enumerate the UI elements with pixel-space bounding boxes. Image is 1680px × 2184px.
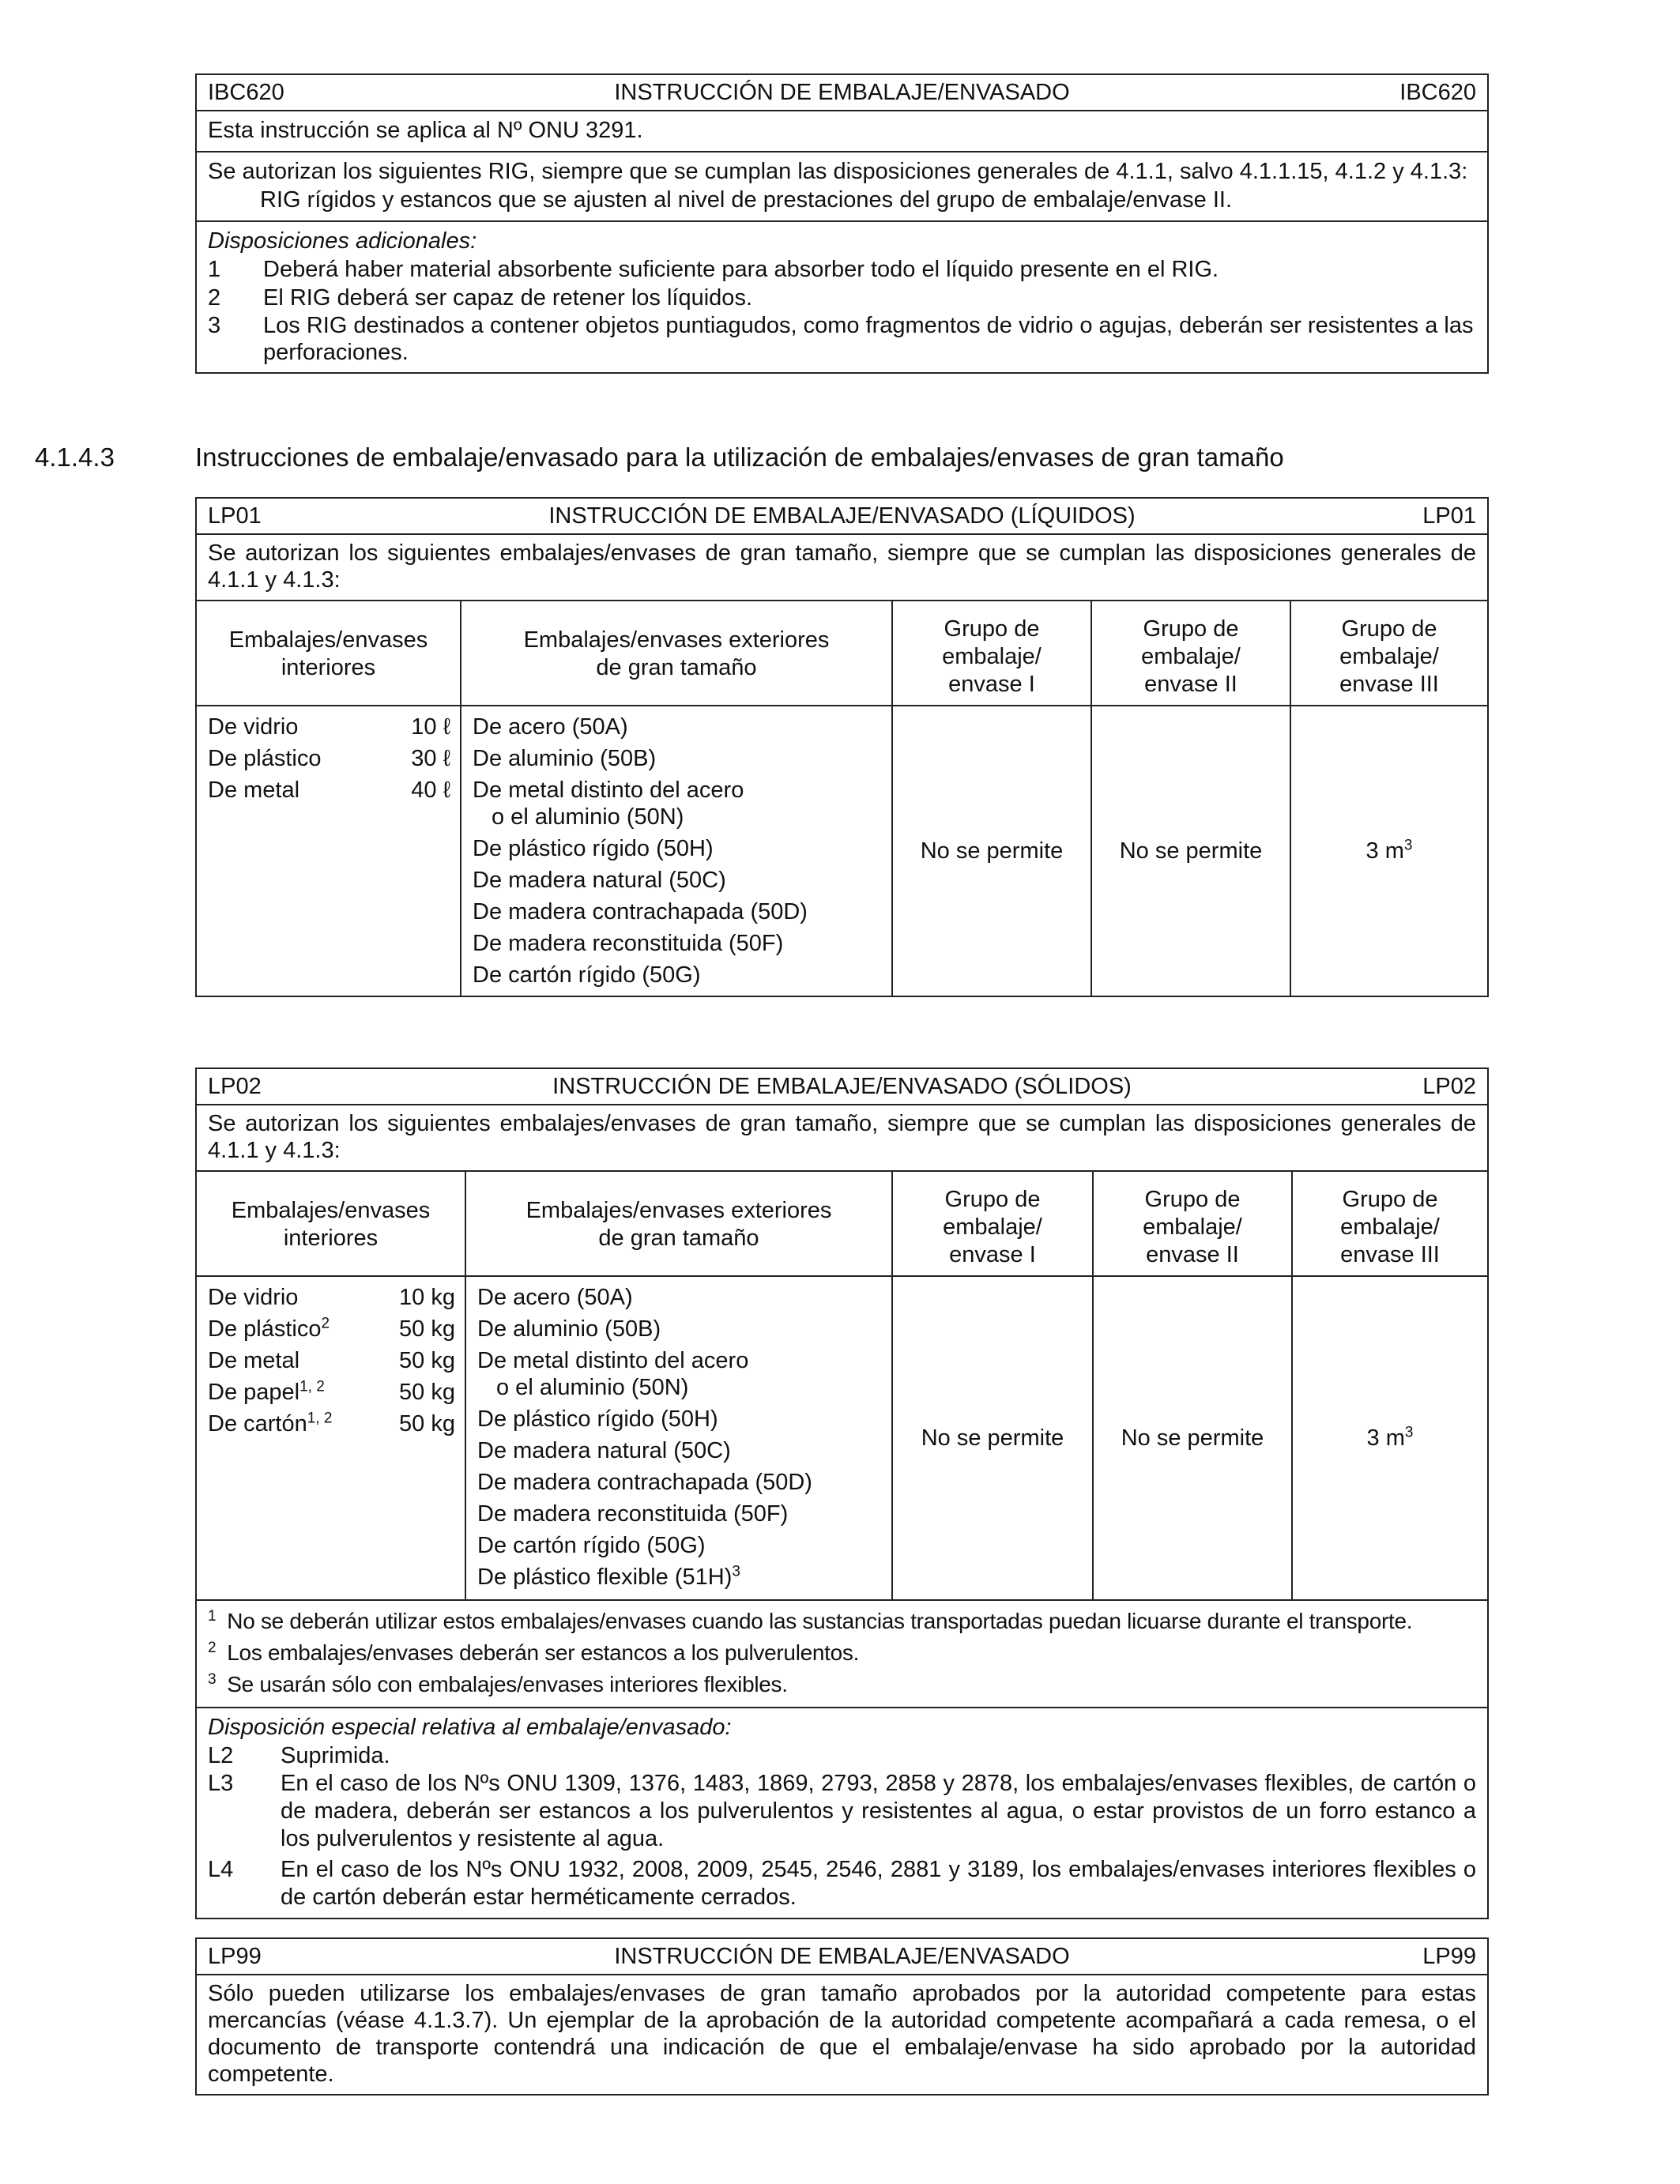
lp01-header: [197, 499, 1487, 533]
provision-code: L2: [208, 1743, 234, 1768]
superscript: 3: [732, 1563, 740, 1580]
item-name-text: De metal: [208, 1348, 300, 1373]
table-header-row: [197, 601, 1487, 706]
footnote: [208, 1669, 1476, 1700]
group-3-value: [1292, 1276, 1487, 1599]
provision-text: En el caso de los Nºs ONU 1309, 1376, 1483, 1869, 2793, 2858 y 2878, los embalajes/envases flexibles, de cartón o de madera, deberán ser estancos a los pulverulentos y resistentes al agua, o estar provistos de un forro estanco a los pulverulentos y resistente al agua.: [281, 1771, 1476, 1851]
header-line: embalaje/: [1339, 644, 1439, 669]
item-text: Los RIG destinados a contener objetos puntiagudos, como fragmentos de vidrio o agujas, deberán ser resistentes a las perforaciones.: [263, 313, 1474, 365]
item-text: De plástico flexible (51H): [477, 1565, 733, 1590]
item-number: 1: [208, 257, 221, 282]
lp01-code-left: LP01: [208, 503, 262, 529]
lp99-header: [197, 1939, 1487, 1974]
header-line: Embalajes/envases: [231, 1198, 431, 1223]
list-item: [208, 711, 450, 743]
lp01-table: [197, 600, 1487, 996]
footnote-text: No se deberán utilizar estos embalajes/envases cuando las sustancias transportadas puedan licuarse durante el transporte.: [227, 1609, 1413, 1633]
header-line: envase I: [948, 672, 1035, 697]
provision-text: Suprimida.: [281, 1743, 390, 1768]
header-group-2: [1091, 601, 1290, 706]
header-line: envase III: [1340, 1242, 1440, 1267]
footnote: [208, 1606, 1476, 1637]
header-line: Grupo de: [944, 616, 1040, 642]
ibc620-additional-title: Disposiciones adicionales:: [208, 228, 477, 254]
lp02-footnotes: [197, 1599, 1487, 1707]
ibc620-instruction-box: [195, 73, 1489, 374]
item-text: Deberá haber material absorbente suficiente para absorber todo el líquido presente en el RIG.: [263, 257, 1219, 282]
header-line: Grupo de: [1144, 1187, 1241, 1212]
item-qty: 30 ℓ: [411, 746, 450, 771]
list-item: De cartón rígido (50G): [477, 1533, 706, 1558]
ibc620-authorized: [197, 151, 1487, 220]
item-qty: 50 kg: [399, 1411, 455, 1437]
table-header-row: [197, 1171, 1487, 1276]
ibc620-authorized-line-2: RIG rígidos y estancos que se ajusten al nivel de prestaciones del grupo de embalaje/envase II.: [260, 187, 1233, 213]
list-item: [208, 743, 450, 774]
header-line: interiores: [281, 655, 376, 680]
item-name: [208, 1345, 299, 1376]
item-name: [208, 1313, 330, 1345]
volume-value: 3 m: [1365, 838, 1404, 864]
header-line: Grupo de: [1341, 616, 1437, 642]
list-item: De madera reconstituida (50F): [477, 1501, 789, 1527]
provision-text: En el caso de los Nºs ONU 1932, 2008, 2009, 2545, 2546, 2881 y 3189, los embalajes/envases interiores flexibles o de cartón deberán estar herméticamente cerrados.: [281, 1857, 1476, 1910]
provision-code: L4: [208, 1857, 234, 1882]
header-outer: [461, 601, 892, 706]
list-item: [208, 312, 1476, 366]
table-row: [197, 706, 1487, 996]
list-item: [208, 1313, 455, 1345]
lp01-intro: Se autorizan los siguientes embalajes/envases de gran tamaño, siempre que se cumplan las disposiciones generales de 4.1.1 y 4.1.3:: [197, 533, 1487, 600]
lp02-title: INSTRUCCIÓN DE EMBALAJE/ENVASADO (SÓLIDOS): [552, 1074, 1132, 1099]
lp02-header: [197, 1069, 1487, 1104]
group-2-value: No se permite: [1091, 706, 1290, 996]
item-qty: 10 ℓ: [411, 714, 450, 740]
superscript: 1, 2: [299, 1378, 325, 1395]
header-group-3: [1290, 601, 1487, 706]
header-line: embalaje/: [1340, 1214, 1440, 1240]
header-line: Grupo de: [1342, 1187, 1438, 1212]
footnote-text: Se usarán sólo con embalajes/envases interiores flexibles.: [227, 1672, 788, 1696]
header-line: Embalajes/envases exteriores: [523, 627, 830, 653]
lp99-text: Sólo pueden utilizarse los embalajes/envases de gran tamaño aprobados por la autoridad competente para estas mercancías (véase 4.1.3.7). Un ejemplar de la aprobación de la autoridad competente acompañará a cada remesa, o el documento de transporte contendrá una indicación de que el embalaje/envase ha sido aprobado por la autoridad competente.: [197, 1974, 1487, 2094]
ibc620-header: [197, 75, 1487, 110]
lp02-special-provisions: [197, 1707, 1487, 1918]
list-item: De cartón rígido (50G): [473, 962, 701, 988]
list-item: [208, 1856, 1476, 1911]
superscript: 2: [321, 1315, 330, 1332]
lp99-code-right: LP99: [1422, 1944, 1476, 1969]
header-inner: [197, 1171, 465, 1276]
item-name-text: De vidrio: [208, 1285, 299, 1310]
lp99-instruction-box: [195, 1937, 1489, 2096]
inner-packagings-cell: [197, 1276, 465, 1599]
header-line: envase II: [1146, 1242, 1239, 1267]
list-item: De acero (50A): [477, 1285, 633, 1310]
list-item: De plástico rígido (50H): [477, 1406, 718, 1432]
header-inner: [197, 601, 461, 706]
item-name-text: De papel: [208, 1380, 300, 1405]
ibc620-authorized-line-1: Se autorizan los siguientes RIG, siempre que se cumplan las disposiciones generales de 4.1.1, salvo 4.1.1.15, 4.1.2 y 4.1.3:: [208, 159, 1468, 184]
outer-packagings-cell: [461, 706, 892, 996]
ibc620-title: INSTRUCCIÓN DE EMBALAJE/ENVASADO: [614, 80, 1070, 105]
item-qty: 50 kg: [399, 1380, 455, 1405]
group-2-value: No se permite: [1093, 1276, 1292, 1599]
header-line: embalaje/: [1143, 1214, 1242, 1240]
item-name: [208, 1408, 332, 1440]
header-line: Grupo de: [944, 1187, 1041, 1212]
superscript: 3: [1404, 1423, 1414, 1440]
lp01-title: INSTRUCCIÓN DE EMBALAJE/ENVASADO (LÍQUIDOS): [548, 503, 1136, 529]
lp99-code-left: LP99: [208, 1944, 262, 1969]
item-qty: 50 kg: [399, 1348, 455, 1373]
list-item: De plástico rígido (50H): [473, 836, 714, 861]
list-item: o el aluminio (50N): [492, 804, 684, 830]
section-title: Instrucciones de embalaje/envasado para la utilización de embalajes/envases de gran tamaño: [195, 442, 1284, 472]
footnote-text: Los embalajes/envases deberán ser estancos a los pulverulentos.: [227, 1640, 860, 1665]
group-3-value: [1290, 706, 1487, 996]
superscript: 1, 2: [307, 1410, 333, 1427]
item-text: El RIG deberá ser capaz de retener los líquidos.: [263, 285, 752, 311]
list-item: [477, 1561, 882, 1593]
header-line: embalaje/: [942, 644, 1042, 669]
inner-packagings-cell: [197, 706, 461, 996]
volume-value: 3 m: [1366, 1425, 1405, 1451]
ibc620-code-right: IBC620: [1399, 80, 1476, 105]
list-item: De madera contrachapada (50D): [477, 1470, 812, 1495]
lp02-code-left: LP02: [208, 1074, 262, 1099]
item-number: 2: [208, 285, 221, 311]
list-item: De madera natural (50C): [473, 868, 726, 893]
header-line: envase III: [1339, 672, 1439, 697]
header-line: interiores: [283, 1226, 379, 1251]
header-line: envase II: [1144, 672, 1237, 697]
item-name: De metal: [208, 778, 300, 803]
header-outer: [465, 1171, 892, 1276]
ibc620-code-left: IBC620: [208, 80, 284, 105]
item-number: 3: [208, 313, 221, 338]
list-item: De acero (50A): [473, 714, 628, 740]
list-item: De aluminio (50B): [473, 746, 657, 771]
footnote-number: 3: [208, 1670, 217, 1688]
list-item: [208, 1282, 455, 1313]
ibc620-applies: Esta instrucción se aplica al Nº ONU 3291.: [197, 110, 1487, 151]
footnote-number: 2: [208, 1639, 217, 1656]
footnote: [208, 1637, 1476, 1669]
item-name: De plástico: [208, 746, 322, 771]
header-group-1: [892, 601, 1091, 706]
header-line: embalaje/: [1141, 644, 1241, 669]
list-item: [208, 1345, 455, 1376]
item-name: De vidrio: [208, 714, 299, 740]
special-title: Disposición especial relativa al embalaje/envasado:: [208, 1715, 732, 1740]
list-item: o el aluminio (50N): [496, 1375, 689, 1400]
header-line: de gran tamaño: [598, 1226, 759, 1251]
header-group-3: [1292, 1171, 1487, 1276]
list-item: [208, 1742, 1476, 1770]
item-name-text: De cartón: [208, 1411, 307, 1437]
lp02-intro: Se autorizan los siguientes embalajes/envases de gran tamaño, siempre que se cumplan las disposiciones generales de 4.1.1 y 4.1.3:: [197, 1104, 1487, 1170]
list-item: De metal distinto del acero: [477, 1348, 749, 1373]
list-item: [208, 284, 1476, 312]
header-group-2: [1093, 1171, 1292, 1276]
list-item: De madera reconstituida (50F): [473, 931, 784, 956]
lp99-title: INSTRUCCIÓN DE EMBALAJE/ENVASADO: [614, 1944, 1070, 1969]
header-line: Grupo de: [1143, 616, 1239, 642]
lp02-table: [197, 1170, 1487, 1599]
list-item: [208, 1408, 455, 1440]
list-item: [208, 1770, 1476, 1853]
lp02-code-right: LP02: [1422, 1074, 1476, 1099]
list-item: De aluminio (50B): [477, 1316, 661, 1342]
provision-code: L3: [208, 1771, 234, 1796]
header-group-1: [892, 1171, 1093, 1276]
list-item: [208, 774, 450, 806]
item-name: [208, 1376, 325, 1408]
list-item: [208, 1376, 455, 1408]
group-1-value: No se permite: [892, 706, 1091, 996]
section-number: 4.1.4.3: [35, 442, 115, 472]
header-line: envase I: [949, 1242, 1036, 1267]
item-name-text: De plástico: [208, 1316, 322, 1342]
lp01-code-right: LP01: [1422, 503, 1476, 529]
header-line: embalaje/: [943, 1214, 1042, 1240]
lp01-instruction-box: [195, 497, 1489, 997]
header-line: Embalajes/envases exteriores: [525, 1198, 832, 1223]
item-qty: 50 kg: [399, 1316, 455, 1342]
ibc620-additional: [197, 220, 1487, 372]
list-item: De metal distinto del acero: [473, 778, 744, 803]
superscript: 3: [1403, 836, 1413, 853]
list-item: [208, 255, 1476, 284]
item-qty: 10 kg: [399, 1285, 455, 1310]
item-name: [208, 1282, 298, 1313]
list-item: De madera natural (50C): [477, 1438, 731, 1463]
table-row: [197, 1276, 1487, 1599]
outer-packagings-cell: [465, 1276, 892, 1599]
header-line: de gran tamaño: [596, 655, 757, 680]
header-line: Embalajes/envases: [228, 627, 428, 653]
lp02-instruction-box: [195, 1068, 1489, 1919]
list-item: De madera contrachapada (50D): [473, 899, 808, 924]
group-1-value: No se permite: [892, 1276, 1093, 1599]
footnote-number: 1: [208, 1607, 217, 1625]
item-qty: 40 ℓ: [411, 778, 450, 803]
